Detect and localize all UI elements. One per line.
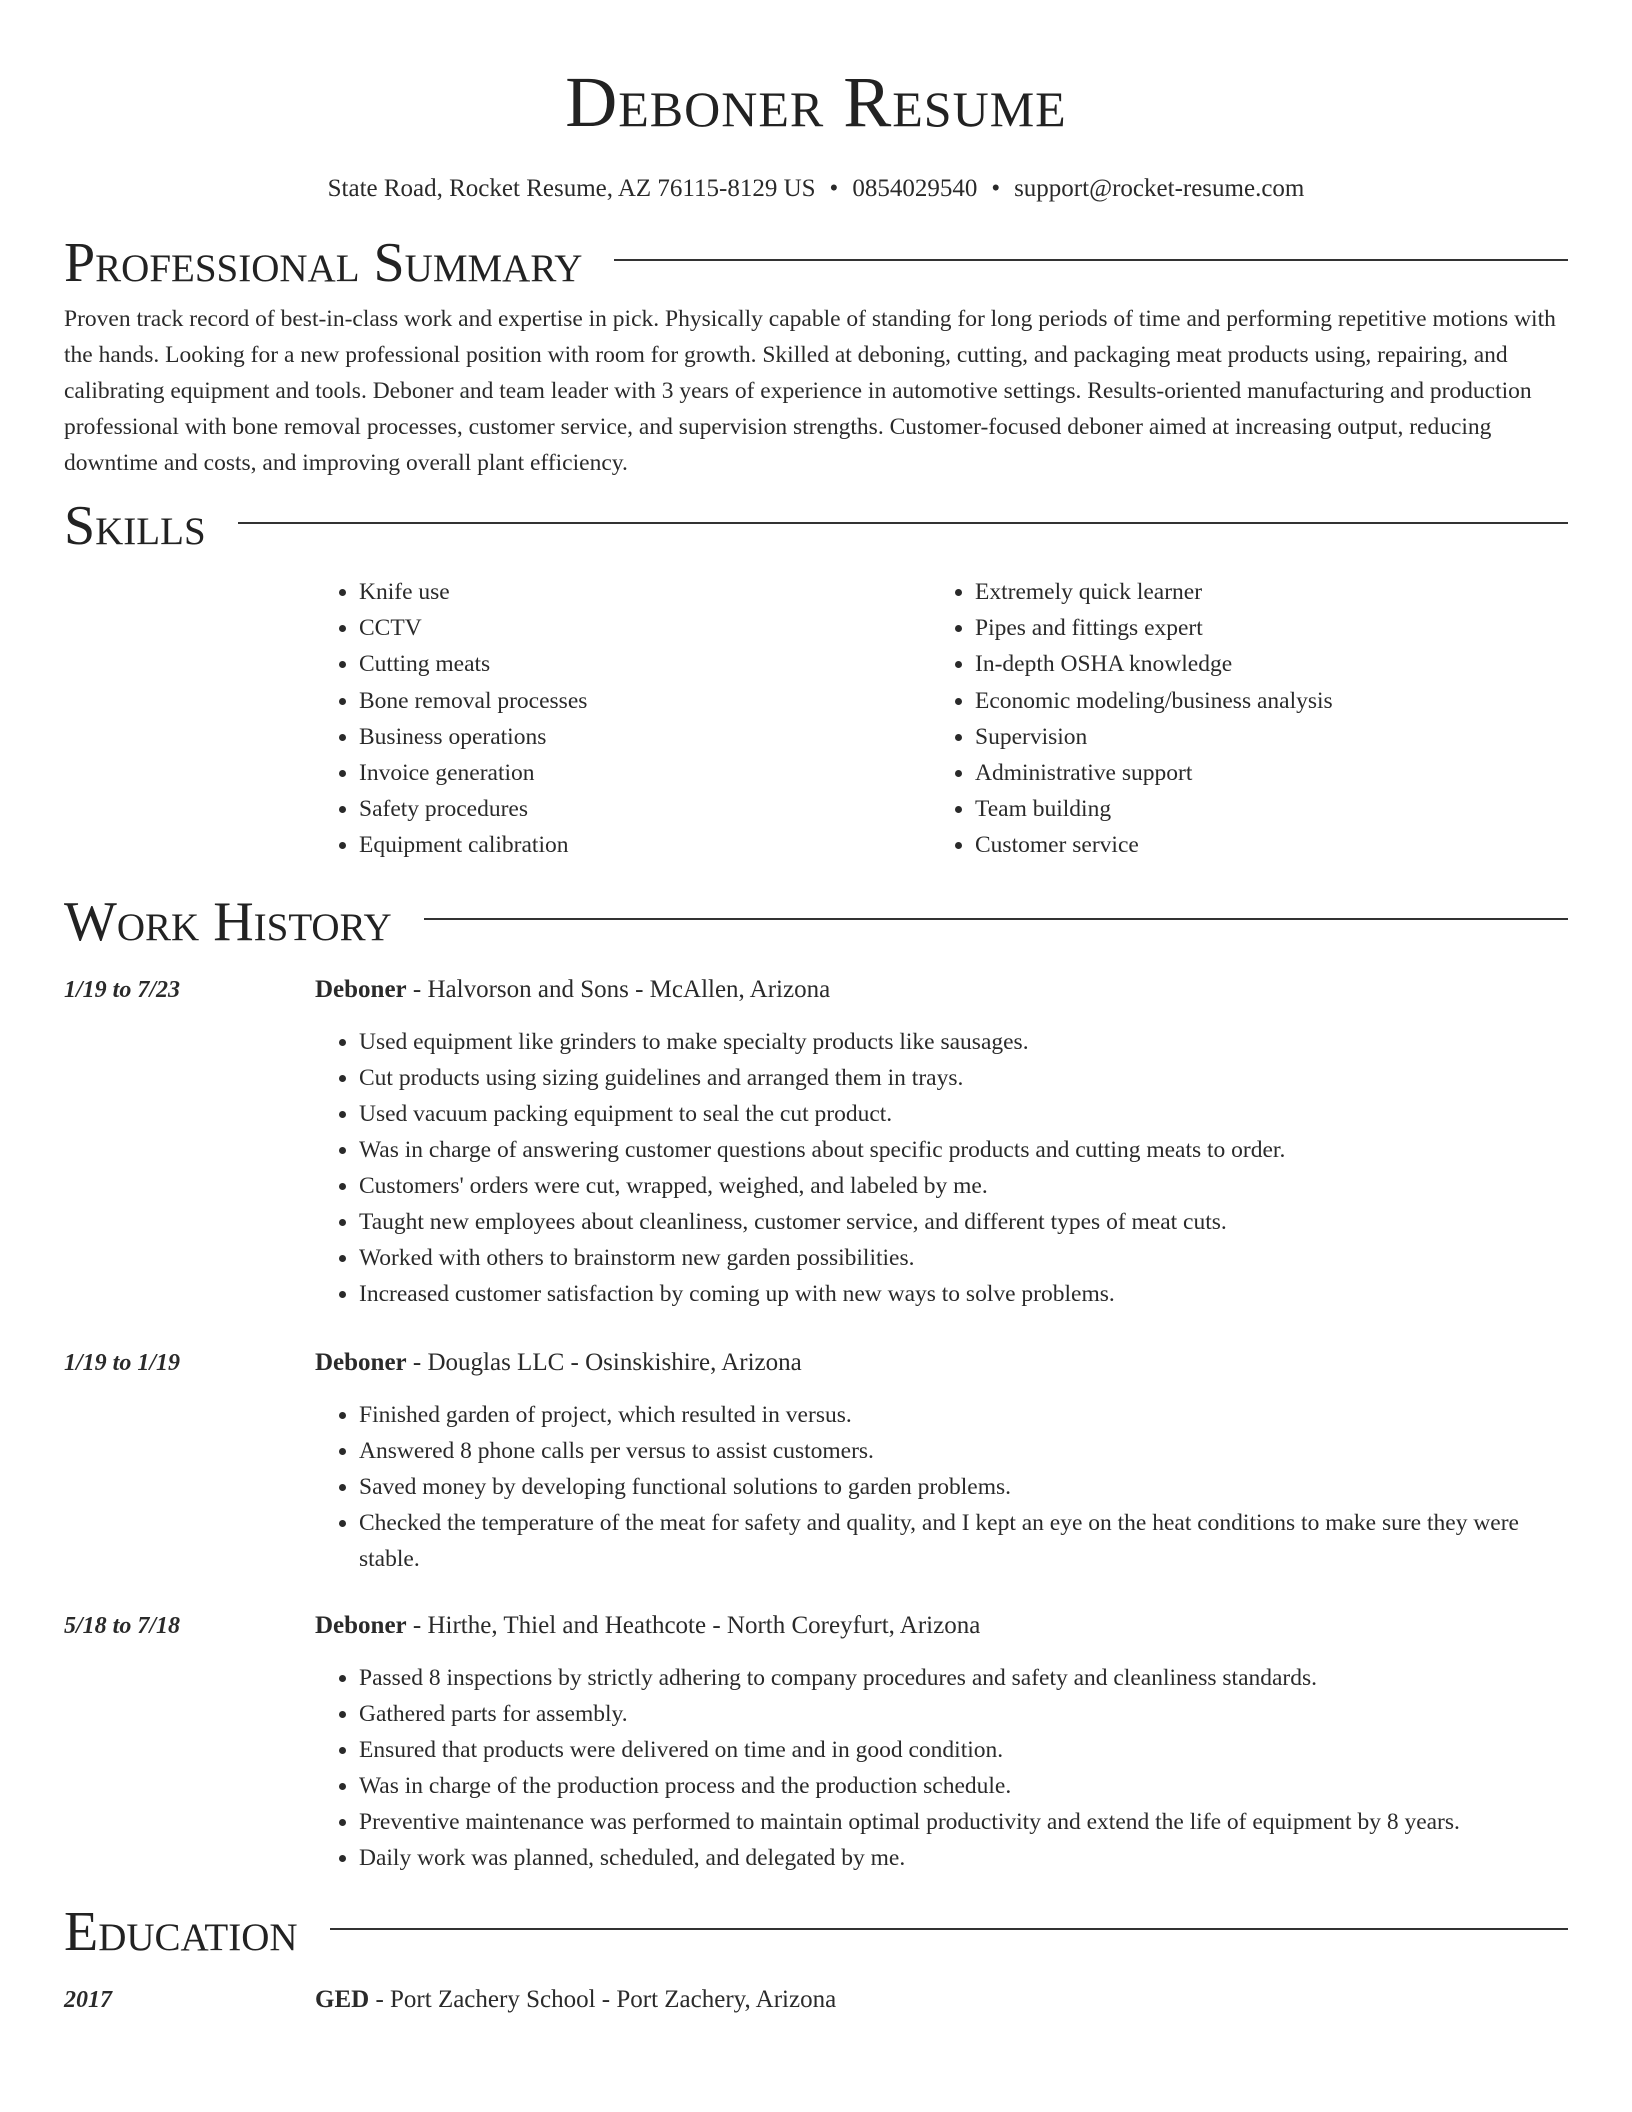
job-bullet: • Finished garden of project, which resulted in versus.	[359, 1397, 1568, 1433]
contact-email: support@rocket-resume.com	[1014, 175, 1305, 202]
skill-item: • Customer service	[975, 827, 1547, 863]
skill-item: • Safety procedures	[359, 791, 931, 827]
job-bullet: • Customers' orders were cut, wrapped, weighed, and labeled by me.	[359, 1168, 1568, 1204]
job-entry	[64, 972, 1568, 1312]
skill-item: • Supervision	[975, 719, 1547, 755]
education-dates: 2017	[64, 1986, 112, 2013]
skills-column-left	[315, 574, 931, 864]
job-bullet: • Answered 8 phone calls per versus to assist customers.	[359, 1433, 1568, 1469]
job-bullet: • Cut products using sizing guidelines and arranged them in trays.	[359, 1060, 1568, 1096]
job-title-line	[315, 1608, 980, 1644]
section-divider	[330, 1928, 1568, 1930]
job-dates: 5/18 to 7/18	[64, 1612, 181, 1639]
skill-item: • Team building	[975, 791, 1547, 827]
job-bullet: • Ensured that products were delivered on time and in good condition.	[359, 1732, 1568, 1768]
job-bullets	[315, 1397, 1568, 1577]
section-work-heading	[64, 890, 1568, 954]
skill-item: • CCTV	[359, 610, 931, 646]
section-title: Skills	[64, 495, 206, 557]
section-divider	[424, 918, 1568, 920]
skills-column-right	[931, 574, 1547, 864]
contact-separator: •	[991, 175, 1001, 202]
job-dates: 1/19 to 7/23	[64, 976, 181, 1003]
skill-item: • Business operations	[359, 719, 931, 755]
job-bullet: • Saved money by developing functional solutions to garden problems.	[359, 1469, 1568, 1505]
job-bullets	[315, 1660, 1568, 1876]
contact-phone: 0854029540	[852, 175, 978, 202]
job-title: Deboner	[315, 975, 407, 1003]
section-title: Work History	[64, 890, 392, 953]
education-degree: GED	[315, 1985, 370, 2013]
section-divider	[238, 522, 1568, 524]
education-school: - Port Zachery School - Port Zachery, Arizona	[369, 1985, 837, 2013]
section-skills-heading	[64, 494, 1568, 558]
job-bullet: • Passed 8 inspections by strictly adhering to company procedures and safety and cleanliness standards.	[359, 1660, 1568, 1696]
job-entry	[64, 1345, 1568, 1577]
job-bullet: • Taught new employees about cleanliness, customer service, and different types of meat cuts.	[359, 1204, 1568, 1240]
job-bullets	[315, 1024, 1568, 1312]
job-title: Deboner	[315, 1348, 407, 1376]
section-title: Education	[64, 1900, 298, 1963]
skill-item: • Invoice generation	[359, 755, 931, 791]
job-bullet: • Used equipment like grinders to make specialty products like sausages.	[359, 1024, 1568, 1060]
education-header	[64, 1982, 1568, 2018]
job-entry	[64, 1608, 1568, 1876]
resume-title: Deboner Resume	[565, 62, 1067, 142]
section-divider	[614, 259, 1568, 261]
skill-item: • Knife use	[359, 574, 931, 610]
job-header	[64, 1345, 1568, 1381]
contact-line	[64, 174, 1568, 204]
section-summary-heading	[64, 231, 1568, 295]
skill-item: • Economic modeling/business analysis	[975, 683, 1547, 719]
section-education-heading	[64, 1900, 1568, 1964]
skill-item: • Extremely quick learner	[975, 574, 1547, 610]
section-title: Professional Summary	[64, 232, 583, 294]
education-entry	[64, 1982, 1568, 2018]
education-title-line	[315, 1982, 836, 2018]
job-bullet: • Increased customer satisfaction by coming up with new ways to solve problems.	[359, 1276, 1568, 1312]
job-bullet: • Daily work was planned, scheduled, and delegated by me.	[359, 1840, 1568, 1876]
job-employer: - Hirthe, Thiel and Heathcote - North Coreyfurt, Arizona	[406, 1611, 981, 1639]
skills-list	[315, 574, 1568, 864]
job-bullet: • Used vacuum packing equipment to seal the cut product.	[359, 1096, 1568, 1132]
skill-item: • Cutting meats	[359, 646, 931, 682]
resume-page	[64, 0, 1568, 2018]
job-bullet: • Preventive maintenance was performed to maintain optimal productivity and extend the life of equipment by 8 years.	[359, 1804, 1568, 1840]
summary-text: Proven track record of best-in-class work and expertise in pick. Physically capable of standing for long periods of time and performing repetitive motions with the hands. Looking for a new professional position with room for growth. Skilled at deboning, cutting, and packaging meat products using, repairing, and calibrating equipment and tools. Deboner and team leader with 3 years of experience in automotive settings. Results-oriented manufacturing and production professional with bone removal processes, customer service, and supervision strengths. Customer-focused deboner aimed at increasing output, reducing downtime and costs, and improving overall plant efficiency.	[64, 306, 1556, 476]
job-dates: 1/19 to 1/19	[64, 1349, 181, 1376]
contact-separator: •	[829, 175, 839, 202]
job-employer: - Halvorson and Sons - McAllen, Arizona	[406, 975, 831, 1003]
skill-item: • Equipment calibration	[359, 827, 931, 863]
skill-item: • Administrative support	[975, 755, 1547, 791]
job-bullet: • Was in charge of the production process and the production schedule.	[359, 1768, 1568, 1804]
skill-item: • In-depth OSHA knowledge	[975, 646, 1547, 682]
job-bullet: • Worked with others to brainstorm new garden possibilities.	[359, 1240, 1568, 1276]
job-title: Deboner	[315, 1611, 407, 1639]
job-header	[64, 972, 1568, 1008]
job-title-line	[315, 1345, 802, 1381]
skill-item: • Pipes and fittings expert	[975, 610, 1547, 646]
skill-item: • Bone removal processes	[359, 683, 931, 719]
job-bullet: • Was in charge of answering customer questions about specific products and cutting meats to order.	[359, 1132, 1568, 1168]
job-bullet: • Gathered parts for assembly.	[359, 1696, 1568, 1732]
contact-address: State Road, Rocket Resume, AZ 76115-8129 US	[327, 175, 816, 202]
job-title-line	[315, 972, 830, 1008]
job-bullet: • Checked the temperature of the meat for safety and quality, and I kept an eye on the heat conditions to make sure they were stable.	[359, 1505, 1568, 1577]
job-employer: - Douglas LLC - Osinskishire, Arizona	[406, 1348, 802, 1376]
job-header	[64, 1608, 1568, 1644]
